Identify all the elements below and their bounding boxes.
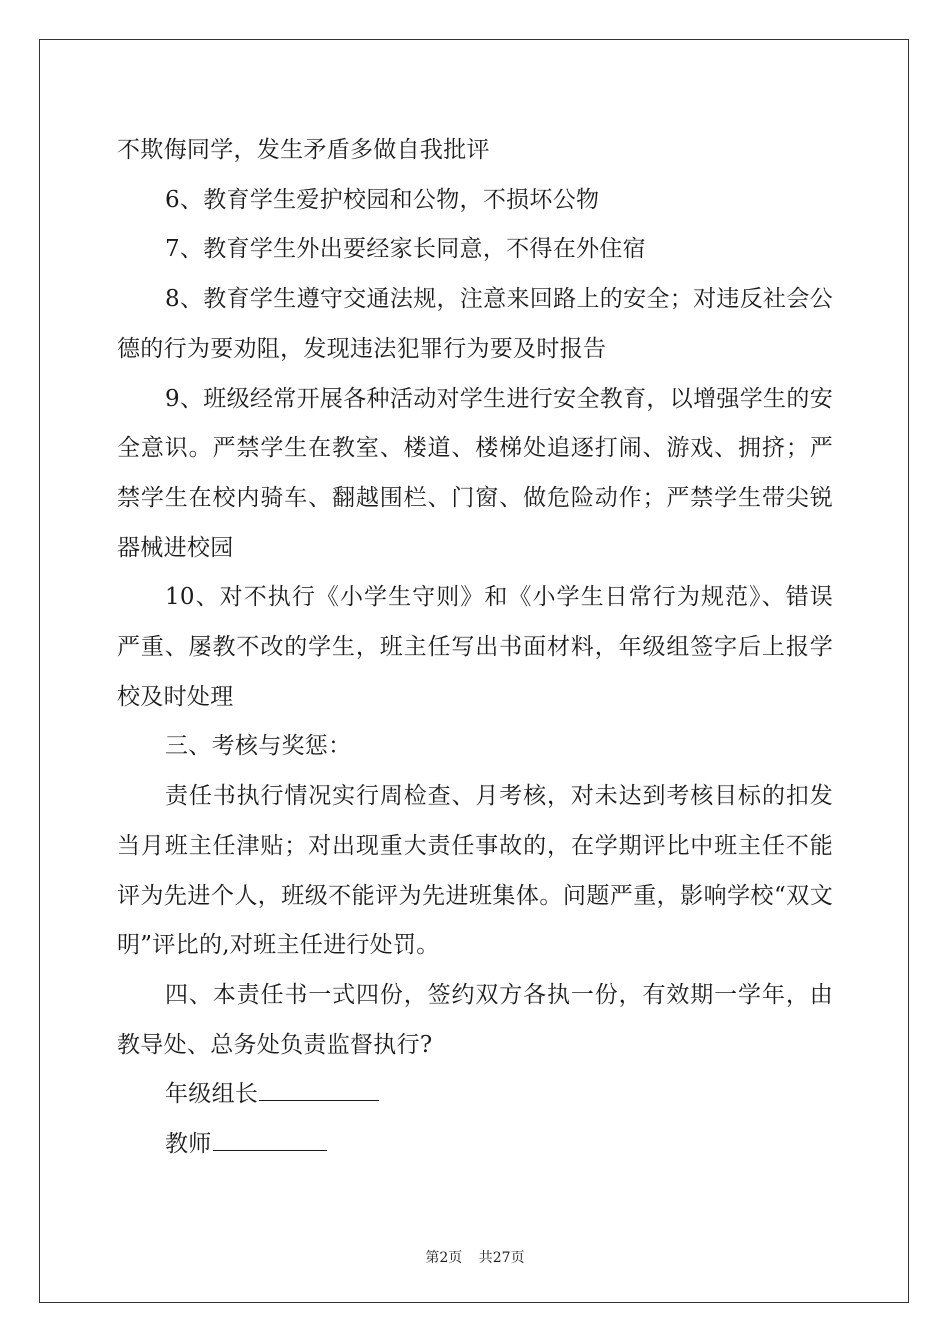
signature-grade-leader: [117, 1070, 833, 1120]
signature-teacher-label: 教师: [165, 1131, 212, 1158]
signature-teacher: [117, 1120, 833, 1170]
section-heading-assessment: 三、考核与奖惩：: [165, 733, 352, 760]
paragraph-item-8: 8、教育学生遵守交通法规，注意来回路上的安全；对违反社会公德的行为要劝阻，发现违法犯罪行为要及时报告: [117, 286, 833, 362]
page-footer: [0, 1247, 950, 1267]
signature-grade-leader-label: 年级组长: [165, 1081, 259, 1108]
page-total: 共27页: [478, 1250, 525, 1266]
paragraph-assessment: 责任书执行情况实行周检查、月考核，对未达到考核目标的扣发当月班主任津贴；对出现重大责任事故的，在学期评比中班主任不能评为先进个人，班级不能评为先进班集体。问题严重，影响学校“双文明”评比的,对班主任进行处罚。: [117, 783, 833, 959]
page-number: 第2页: [425, 1250, 463, 1266]
paragraph-section-four: 四、本责任书一式四份，签约双方各执一份，有效期一学年，由教导处、总务处负责监督执行?: [117, 981, 833, 1058]
signature-grade-leader-blank: [259, 1076, 379, 1101]
paragraph-item-10: 10、对不执行《小学生守则》和《小学生日常行为规范》、错误严重、屡教不改的学生，班主任写出书面材料，年级组签字后上报学校及时处理: [117, 584, 833, 710]
signature-teacher-blank: [213, 1126, 327, 1151]
paragraph-item-9: 9、班级经常开展各种活动对学生进行安全教育，以增强学生的安全意识。严禁学生在教室、楼道、楼梯处追逐打闹、游戏、拥挤；严禁学生在校内骑车、翻越围栏、门窗、做危险动作；严禁学生带尖锐器械进校园: [117, 385, 833, 561]
document-body: [117, 126, 833, 1170]
paragraph-item-7: 7、教育学生外出要经家长同意，不得在外住宿: [165, 236, 646, 263]
paragraph-continuation: 不欺侮同学，发生矛盾多做自我批评: [117, 137, 490, 163]
paragraph-item-6: 6、教育学生爱护校园和公物，不损坏公物: [165, 186, 600, 213]
